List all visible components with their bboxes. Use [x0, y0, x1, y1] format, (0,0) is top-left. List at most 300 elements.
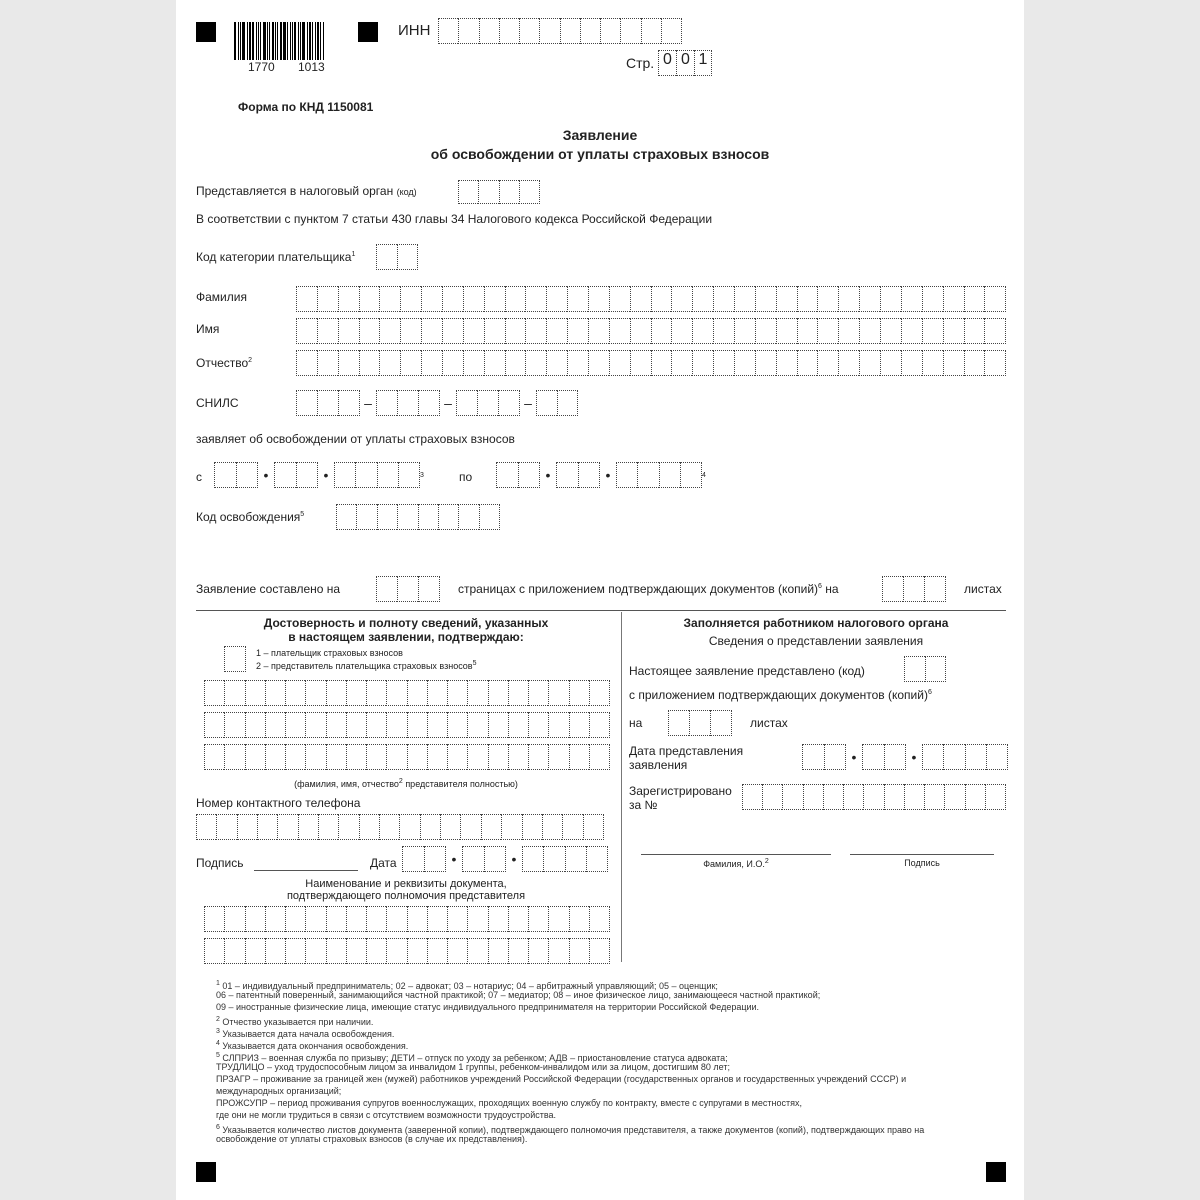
input-cell[interactable]: [245, 712, 265, 738]
input-cell[interactable]: [467, 744, 487, 770]
input-cell[interactable]: [338, 318, 359, 344]
input-cell[interactable]: [713, 318, 734, 344]
input-cell[interactable]: [397, 504, 417, 530]
input-cell[interactable]: [964, 350, 985, 376]
input-cell[interactable]: [569, 680, 589, 706]
input-cell[interactable]: [528, 712, 548, 738]
input-cell[interactable]: [265, 744, 285, 770]
input-cell[interactable]: [484, 318, 505, 344]
input-cell[interactable]: [467, 680, 487, 706]
input-cell[interactable]: [285, 938, 305, 964]
input-cell[interactable]: [637, 462, 658, 488]
snils-part[interactable]: [536, 390, 578, 416]
input-cell[interactable]: [838, 286, 859, 312]
input-cell[interactable]: [508, 744, 528, 770]
inn-input[interactable]: [438, 18, 682, 44]
to-date-input[interactable]: • • 4: [496, 462, 706, 488]
phone-input[interactable]: [196, 814, 604, 840]
exempt-code-input[interactable]: [336, 504, 500, 530]
input-cell[interactable]: [376, 244, 397, 270]
input-cell[interactable]: [326, 744, 346, 770]
input-cell[interactable]: [245, 744, 265, 770]
input-cell[interactable]: [462, 846, 484, 872]
input-cell[interactable]: [499, 180, 519, 204]
employee-fio-line[interactable]: [641, 854, 831, 855]
input-cell[interactable]: [838, 350, 859, 376]
input-cell[interactable]: [901, 318, 922, 344]
input-cell[interactable]: [588, 350, 609, 376]
input-cell[interactable]: [525, 350, 546, 376]
input-cell[interactable]: [525, 286, 546, 312]
input-cell[interactable]: [589, 906, 610, 932]
input-cell[interactable]: [964, 286, 985, 312]
input-cell[interactable]: [692, 286, 713, 312]
input-cell[interactable]: [620, 18, 640, 44]
input-cell[interactable]: [338, 390, 360, 416]
input-cell[interactable]: [458, 504, 478, 530]
input-cell[interactable]: [196, 814, 216, 840]
input-cell[interactable]: [488, 938, 508, 964]
input-cell[interactable]: [407, 680, 427, 706]
input-cell[interactable]: [456, 390, 477, 416]
input-cell[interactable]: [296, 462, 319, 488]
input-cell[interactable]: [421, 286, 442, 312]
input-cell[interactable]: [797, 318, 818, 344]
input-cell[interactable]: [528, 680, 548, 706]
input-cell[interactable]: [424, 846, 447, 872]
input-cell[interactable]: [438, 504, 458, 530]
tax-authority-code-input[interactable]: [458, 180, 540, 204]
input-cell[interactable]: [569, 906, 589, 932]
input-cell[interactable]: [484, 350, 505, 376]
input-cell[interactable]: [296, 390, 317, 416]
name-input[interactable]: [296, 318, 1006, 344]
input-cell[interactable]: [338, 286, 359, 312]
input-cell[interactable]: [782, 784, 802, 810]
input-cell[interactable]: [257, 814, 277, 840]
input-cell[interactable]: [366, 938, 386, 964]
input-cell[interactable]: [943, 286, 964, 312]
snils-part[interactable]: [456, 390, 520, 416]
input-cell[interactable]: [536, 390, 557, 416]
input-cell[interactable]: [508, 712, 528, 738]
input-cell[interactable]: [265, 906, 285, 932]
input-cell[interactable]: [407, 938, 427, 964]
submitted-code-input[interactable]: [904, 656, 946, 682]
input-cell[interactable]: [420, 814, 440, 840]
input-cell[interactable]: [359, 814, 379, 840]
input-cell[interactable]: [467, 906, 487, 932]
input-cell[interactable]: [609, 286, 630, 312]
input-cell[interactable]: [224, 680, 244, 706]
input-cell[interactable]: [427, 938, 447, 964]
input-cell[interactable]: [922, 744, 943, 770]
doc-input-line-1[interactable]: [204, 906, 610, 932]
input-cell[interactable]: [418, 504, 438, 530]
input-cell[interactable]: [580, 18, 600, 44]
input-cell[interactable]: [985, 784, 1006, 810]
input-cell[interactable]: [447, 680, 467, 706]
input-cell[interactable]: [484, 286, 505, 312]
input-cell[interactable]: [296, 286, 317, 312]
input-cell[interactable]: [630, 286, 651, 312]
input-cell[interactable]: [463, 350, 484, 376]
input-cell[interactable]: [277, 814, 297, 840]
input-cell[interactable]: [338, 814, 358, 840]
input-cell[interactable]: [224, 646, 246, 672]
input-cell[interactable]: [317, 390, 338, 416]
input-cell[interactable]: [943, 744, 964, 770]
payer-category-input[interactable]: [376, 244, 418, 270]
input-cell[interactable]: [467, 938, 487, 964]
input-cell[interactable]: [651, 318, 672, 344]
input-cell[interactable]: [463, 286, 484, 312]
input-cell[interactable]: [386, 906, 406, 932]
input-cell[interactable]: [376, 390, 397, 416]
date-month[interactable]: [862, 744, 906, 770]
input-cell[interactable]: [397, 244, 419, 270]
input-cell[interactable]: [557, 390, 579, 416]
input-cell[interactable]: [880, 286, 901, 312]
input-cell[interactable]: [904, 784, 924, 810]
input-cell[interactable]: [463, 318, 484, 344]
input-cell[interactable]: [542, 814, 562, 840]
input-cell[interactable]: [346, 680, 366, 706]
input-cell[interactable]: [359, 318, 380, 344]
input-cell[interactable]: [359, 286, 380, 312]
input-cell[interactable]: [692, 318, 713, 344]
input-cell[interactable]: [548, 712, 568, 738]
input-cell[interactable]: [519, 180, 540, 204]
input-cell[interactable]: [447, 744, 467, 770]
input-cell[interactable]: [296, 318, 317, 344]
input-cell[interactable]: [522, 814, 542, 840]
input-cell[interactable]: [386, 938, 406, 964]
input-cell[interactable]: [204, 680, 224, 706]
input-cell[interactable]: [944, 784, 964, 810]
input-cell[interactable]: [588, 318, 609, 344]
input-cell[interactable]: [484, 846, 507, 872]
input-cell[interactable]: [943, 350, 964, 376]
input-cell[interactable]: [397, 390, 418, 416]
input-cell[interactable]: [438, 18, 458, 44]
input-cell[interactable]: [346, 906, 366, 932]
rep-fio-line-2[interactable]: [204, 712, 610, 738]
input-cell[interactable]: [274, 462, 296, 488]
input-cell[interactable]: [924, 784, 944, 810]
input-cell[interactable]: [400, 286, 421, 312]
input-cell[interactable]: [427, 712, 447, 738]
input-cell[interactable]: [418, 576, 440, 602]
date-year[interactable]: [616, 462, 702, 488]
input-cell[interactable]: [366, 712, 386, 738]
input-cell[interactable]: [548, 744, 568, 770]
input-cell[interactable]: [569, 744, 589, 770]
input-cell[interactable]: [442, 350, 463, 376]
input-cell[interactable]: [661, 18, 682, 44]
input-cell[interactable]: [442, 286, 463, 312]
input-cell[interactable]: [984, 318, 1006, 344]
input-cell[interactable]: [305, 712, 325, 738]
input-cell[interactable]: [501, 814, 521, 840]
input-cell[interactable]: [508, 938, 528, 964]
input-cell[interactable]: [965, 784, 985, 810]
input-cell[interactable]: [224, 744, 244, 770]
input-cell[interactable]: [859, 318, 880, 344]
input-cell[interactable]: [616, 462, 637, 488]
input-cell[interactable]: [904, 656, 925, 682]
input-cell[interactable]: [630, 318, 651, 344]
input-cell[interactable]: [586, 846, 608, 872]
input-cell[interactable]: [346, 744, 366, 770]
doc-input-line-2[interactable]: [204, 938, 610, 964]
input-cell[interactable]: [776, 286, 797, 312]
input-cell[interactable]: [863, 784, 883, 810]
input-cell[interactable]: [386, 680, 406, 706]
date-day[interactable]: [214, 462, 258, 488]
input-cell[interactable]: [710, 710, 732, 736]
input-cell[interactable]: [421, 318, 442, 344]
input-cell[interactable]: [583, 814, 604, 840]
input-cell[interactable]: [859, 350, 880, 376]
input-cell[interactable]: [943, 318, 964, 344]
input-cell[interactable]: [346, 712, 366, 738]
input-cell[interactable]: [427, 906, 447, 932]
input-cell[interactable]: [884, 784, 904, 810]
input-cell[interactable]: [317, 318, 338, 344]
surname-input[interactable]: [296, 286, 1006, 312]
input-cell[interactable]: [305, 938, 325, 964]
patronymic-input[interactable]: [296, 350, 1006, 376]
input-cell[interactable]: [379, 286, 400, 312]
input-cell[interactable]: [882, 576, 903, 602]
input-cell[interactable]: [398, 462, 420, 488]
input-cell[interactable]: [479, 18, 499, 44]
input-cell[interactable]: [317, 350, 338, 376]
input-cell[interactable]: [379, 318, 400, 344]
input-cell[interactable]: [817, 318, 838, 344]
input-cell[interactable]: [823, 784, 843, 810]
input-cell[interactable]: [651, 350, 672, 376]
input-cell[interactable]: [548, 938, 568, 964]
input-cell[interactable]: [838, 318, 859, 344]
input-cell[interactable]: [505, 286, 526, 312]
input-cell[interactable]: [440, 814, 460, 840]
snils-part[interactable]: [376, 390, 440, 416]
input-cell[interactable]: [651, 286, 672, 312]
input-cell[interactable]: [539, 18, 559, 44]
input-cell[interactable]: [560, 18, 580, 44]
input-cell[interactable]: [224, 938, 244, 964]
input-cell[interactable]: [377, 504, 397, 530]
input-cell[interactable]: [427, 680, 447, 706]
input-cell[interactable]: [318, 814, 338, 840]
input-cell[interactable]: [224, 712, 244, 738]
input-cell[interactable]: [713, 286, 734, 312]
input-cell[interactable]: [355, 462, 376, 488]
input-cell[interactable]: [346, 938, 366, 964]
input-cell[interactable]: [317, 286, 338, 312]
input-cell[interactable]: [488, 712, 508, 738]
input-cell[interactable]: [402, 846, 424, 872]
input-cell[interactable]: [386, 712, 406, 738]
input-cell[interactable]: [518, 462, 541, 488]
input-cell[interactable]: [589, 744, 610, 770]
input-cell[interactable]: [567, 350, 588, 376]
input-cell[interactable]: [901, 286, 922, 312]
input-cell[interactable]: [326, 712, 346, 738]
input-cell[interactable]: [548, 906, 568, 932]
input-cell[interactable]: [567, 318, 588, 344]
input-cell[interactable]: [338, 350, 359, 376]
input-cell[interactable]: [565, 846, 586, 872]
date-year[interactable]: [334, 462, 420, 488]
input-cell[interactable]: [546, 286, 567, 312]
sign-line[interactable]: [254, 870, 358, 871]
input-cell[interactable]: [880, 318, 901, 344]
input-cell[interactable]: [407, 906, 427, 932]
input-cell[interactable]: [528, 906, 548, 932]
input-cell[interactable]: [755, 318, 776, 344]
input-cell[interactable]: [224, 906, 244, 932]
input-cell[interactable]: [508, 906, 528, 932]
input-cell[interactable]: [546, 318, 567, 344]
input-cell[interactable]: [265, 680, 285, 706]
input-cell[interactable]: [659, 462, 680, 488]
input-cell[interactable]: [479, 504, 500, 530]
input-cell[interactable]: [668, 710, 689, 736]
input-cell[interactable]: [802, 744, 824, 770]
input-cell[interactable]: [265, 712, 285, 738]
date-year[interactable]: [922, 744, 1008, 770]
input-cell[interactable]: [925, 656, 947, 682]
input-cell[interactable]: [366, 744, 386, 770]
input-cell[interactable]: [366, 906, 386, 932]
sheets-count-input[interactable]: [882, 576, 946, 602]
input-cell[interactable]: [245, 680, 265, 706]
input-cell[interactable]: [528, 744, 548, 770]
input-cell[interactable]: [609, 350, 630, 376]
input-cell[interactable]: [505, 350, 526, 376]
input-cell[interactable]: [903, 576, 924, 602]
input-cell[interactable]: [569, 712, 589, 738]
input-cell[interactable]: [326, 906, 346, 932]
input-cell[interactable]: [326, 938, 346, 964]
date-month[interactable]: [274, 462, 318, 488]
input-cell[interactable]: [964, 318, 985, 344]
input-cell[interactable]: [265, 938, 285, 964]
input-cell[interactable]: [734, 318, 755, 344]
input-cell[interactable]: [467, 712, 487, 738]
input-cell[interactable]: [671, 350, 692, 376]
input-cell[interactable]: [400, 318, 421, 344]
input-cell[interactable]: [734, 350, 755, 376]
input-cell[interactable]: [692, 350, 713, 376]
input-cell[interactable]: [797, 286, 818, 312]
input-cell[interactable]: [922, 350, 943, 376]
input-cell[interactable]: [548, 680, 568, 706]
input-cell[interactable]: [578, 462, 601, 488]
input-cell[interactable]: [713, 350, 734, 376]
input-cell[interactable]: [589, 938, 610, 964]
input-cell[interactable]: [734, 286, 755, 312]
input-cell[interactable]: [499, 18, 519, 44]
submit-date-input[interactable]: • •: [802, 744, 1008, 770]
rep-fio-line-3[interactable]: [204, 744, 610, 770]
date-day[interactable]: [496, 462, 540, 488]
signer-type-input[interactable]: [224, 646, 246, 672]
input-cell[interactable]: [296, 350, 317, 376]
input-cell[interactable]: [843, 784, 863, 810]
input-cell[interactable]: [922, 286, 943, 312]
input-cell[interactable]: [407, 744, 427, 770]
input-cell[interactable]: [488, 906, 508, 932]
input-cell[interactable]: [305, 906, 325, 932]
date-day[interactable]: [402, 846, 446, 872]
input-cell[interactable]: [922, 318, 943, 344]
from-date-input[interactable]: • • 3: [214, 462, 424, 488]
input-cell[interactable]: [285, 712, 305, 738]
input-cell[interactable]: [356, 504, 376, 530]
input-cell[interactable]: [305, 744, 325, 770]
input-cell[interactable]: [589, 712, 610, 738]
input-cell[interactable]: [204, 744, 224, 770]
input-cell[interactable]: [671, 286, 692, 312]
input-cell[interactable]: [755, 350, 776, 376]
input-cell[interactable]: [880, 350, 901, 376]
input-cell[interactable]: [508, 680, 528, 706]
input-cell[interactable]: [236, 462, 259, 488]
input-cell[interactable]: [562, 814, 582, 840]
input-cell[interactable]: [569, 938, 589, 964]
input-cell[interactable]: [884, 744, 907, 770]
input-cell[interactable]: [400, 350, 421, 376]
input-cell[interactable]: [776, 318, 797, 344]
input-cell[interactable]: [478, 180, 498, 204]
input-cell[interactable]: [366, 680, 386, 706]
date-month[interactable]: [462, 846, 506, 872]
input-cell[interactable]: [755, 286, 776, 312]
input-cell[interactable]: [528, 938, 548, 964]
input-cell[interactable]: [421, 350, 442, 376]
input-cell[interactable]: [817, 350, 838, 376]
input-cell[interactable]: [442, 318, 463, 344]
employee-sign-line[interactable]: [850, 854, 994, 855]
input-cell[interactable]: [397, 576, 418, 602]
input-cell[interactable]: [245, 938, 265, 964]
reg-number-input[interactable]: [742, 784, 1006, 810]
input-cell[interactable]: [600, 18, 620, 44]
input-cell[interactable]: [488, 744, 508, 770]
input-cell[interactable]: [477, 390, 498, 416]
snils-part[interactable]: [296, 390, 360, 416]
input-cell[interactable]: [522, 846, 543, 872]
date-day[interactable]: [802, 744, 846, 770]
input-cell[interactable]: [609, 318, 630, 344]
input-cell[interactable]: [427, 744, 447, 770]
input-cell[interactable]: [488, 680, 508, 706]
input-cell[interactable]: [237, 814, 257, 840]
input-cell[interactable]: [407, 712, 427, 738]
input-cell[interactable]: [546, 350, 567, 376]
input-cell[interactable]: [204, 712, 224, 738]
input-cell[interactable]: [285, 680, 305, 706]
input-cell[interactable]: [965, 744, 986, 770]
input-cell[interactable]: [458, 180, 478, 204]
input-cell[interactable]: [689, 710, 710, 736]
input-cell[interactable]: [797, 350, 818, 376]
input-cell[interactable]: [336, 504, 356, 530]
